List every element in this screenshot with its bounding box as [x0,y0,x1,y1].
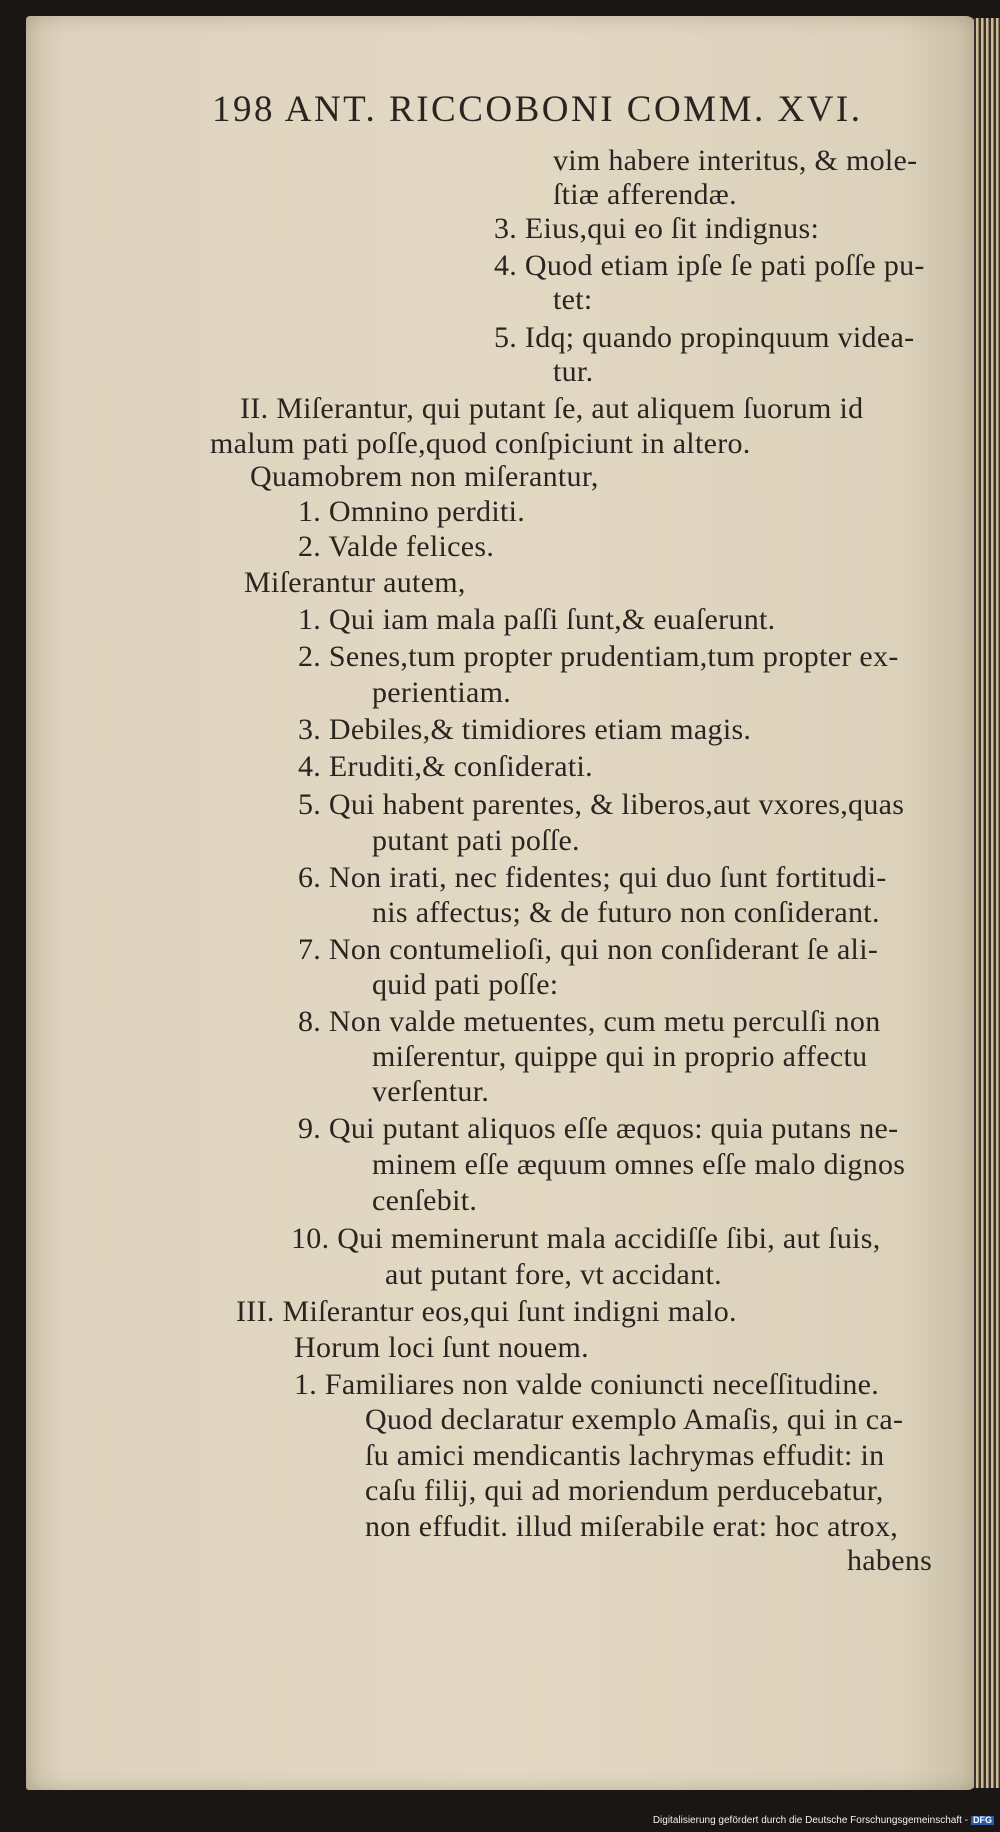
digitization-credit [653,1816,994,1826]
running-header [212,88,863,131]
line-text: Qui iam mala paſſi ſunt,& euaſerunt. [321,603,776,636]
line-text: habens [847,1544,933,1577]
line-text: Miſerantur, qui putant ſe, aut aliquem ſuorum id [268,392,864,425]
line-text: ſtiæ afferendæ. [553,178,737,211]
text-line [385,1260,722,1290]
text-line [365,1405,903,1435]
text-line [240,394,863,424]
line-text: Miſerantur eos,qui ſunt indigni malo. [274,1295,737,1328]
line-text: Valde felices. [321,530,495,563]
text-line [372,898,880,928]
line-text: malum pati poſſe,quod conſpiciunt in altero. [210,427,751,460]
line-text: Qui habent parentes, & liberos,aut vxores,quas [321,788,905,821]
text-line [291,1224,881,1254]
line-text: miſerentur, quippe qui in proprio affectu [372,1040,868,1073]
page-edge [974,18,1000,1788]
text-line [372,970,558,1000]
text-line [372,1077,489,1107]
text-line [244,568,466,598]
item-number: 2. [298,640,322,673]
text-line [294,1333,589,1363]
page-number: 198 [212,89,275,130]
line-text: tet: [553,283,593,316]
text-line [365,1512,898,1542]
text-line [298,715,751,745]
item-number: 1. [298,495,322,528]
line-text: Qui putant aliquos eſſe æquos: quia putans ne- [321,1112,899,1145]
text-line [494,214,819,244]
line-text: Non valde metuentes, cum metu perculſi non [321,1005,881,1038]
text-line [372,1042,867,1072]
line-text: tur. [553,355,594,388]
line-text: verſentur. [372,1075,490,1108]
line-text: Idq; quando propinquum videa- [517,321,915,354]
line-text: non effudit. illud miſerabile erat: hoc atrox, [365,1510,899,1543]
line-text: aut putant fore, vt accidant. [385,1258,722,1291]
item-number: 1. [294,1368,318,1401]
line-text: Horum loci ſunt nouem. [294,1331,589,1364]
text-line [494,323,914,353]
text-line [553,180,737,210]
line-text: quid pati poſſe: [372,968,559,1001]
item-number: II. [240,392,269,425]
text-line [298,497,525,527]
text-line [553,146,917,176]
line-text: nis affectus; & de futuro non conſiderant. [372,896,880,929]
text-line [298,1007,881,1037]
text-line [236,1297,737,1327]
text-line [553,357,593,387]
text-line [847,1546,932,1576]
text-line [298,863,887,893]
text-line [365,1441,884,1471]
text-line [372,1150,905,1180]
text-line [250,462,599,492]
item-number: 10. [291,1222,330,1255]
running-title: ANT. RICCOBONI COMM. XVI. [284,89,863,130]
line-text: caſu filij, qui ad moriendum perducebatur, [365,1474,884,1507]
text-line [298,532,494,562]
line-text: Quamobrem non miſerantur, [250,460,599,493]
credit-text: Digitalisierung gefördert durch die Deutsche Forschungsgemeinschaft - [652,1815,968,1826]
line-text: putant pati poſſe. [372,824,580,857]
line-text: cenſebit. [372,1184,478,1217]
item-number: 5. [298,788,322,821]
line-text: Quod declaratur exemplo Amaſis, qui in ca- [365,1403,904,1436]
text-line [494,251,925,281]
text-line [298,605,775,635]
item-number: 5. [494,321,518,354]
text-line [210,429,751,459]
line-text: Quod etiam ipſe ſe pati poſſe pu- [517,249,925,282]
item-number: 3. [298,713,322,746]
line-text: Eius,qui eo ſit indignus: [517,212,820,245]
line-text: Miſerantur autem, [244,566,466,599]
line-text: Omnino perditi. [321,495,526,528]
item-number: 8. [298,1005,322,1038]
item-number: 3. [494,212,518,245]
line-text: Qui meminerunt mala accidiſſe ſibi, aut ſuis, [329,1222,881,1255]
item-number: 1. [298,603,322,636]
line-text: minem eſſe æquum omnes eſſe malo dignos [372,1148,906,1181]
line-text: Familiares non valde coniuncti neceſſitudine. [317,1368,880,1401]
text-line [553,285,593,315]
item-number: 7. [298,933,322,966]
item-number: 4. [494,249,518,282]
text-line [372,678,511,708]
item-number: 9. [298,1112,322,1145]
text-line [298,935,878,965]
item-number: 2. [298,530,322,563]
line-text: perientiam. [372,676,512,709]
text-line [298,642,899,672]
text-line [298,752,593,782]
text-line [298,790,904,820]
line-text: ſu amici mendicantis lachrymas effudit: in [365,1439,885,1472]
text-line [372,826,580,856]
line-text: Non contumelioſi, qui non conſiderant ſe ali- [321,933,879,966]
line-text: Non irati, nec fidentes; qui duo ſunt fortitudi- [321,861,887,894]
line-text: Debiles,& timidiores etiam magis. [321,713,752,746]
line-text: vim habere interitus, & mole- [553,144,918,177]
item-number: 4. [298,750,322,783]
line-text: Senes,tum propter prudentiam,tum propter ex- [321,640,899,673]
item-number: 6. [298,861,322,894]
text-line [294,1370,879,1400]
text-line [372,1186,477,1216]
text-line [365,1476,884,1506]
text-line [298,1114,898,1144]
line-text: Eruditi,& conſiderati. [321,750,593,783]
dfg-logo: DFG [973,1815,992,1825]
item-number: III. [236,1295,275,1328]
